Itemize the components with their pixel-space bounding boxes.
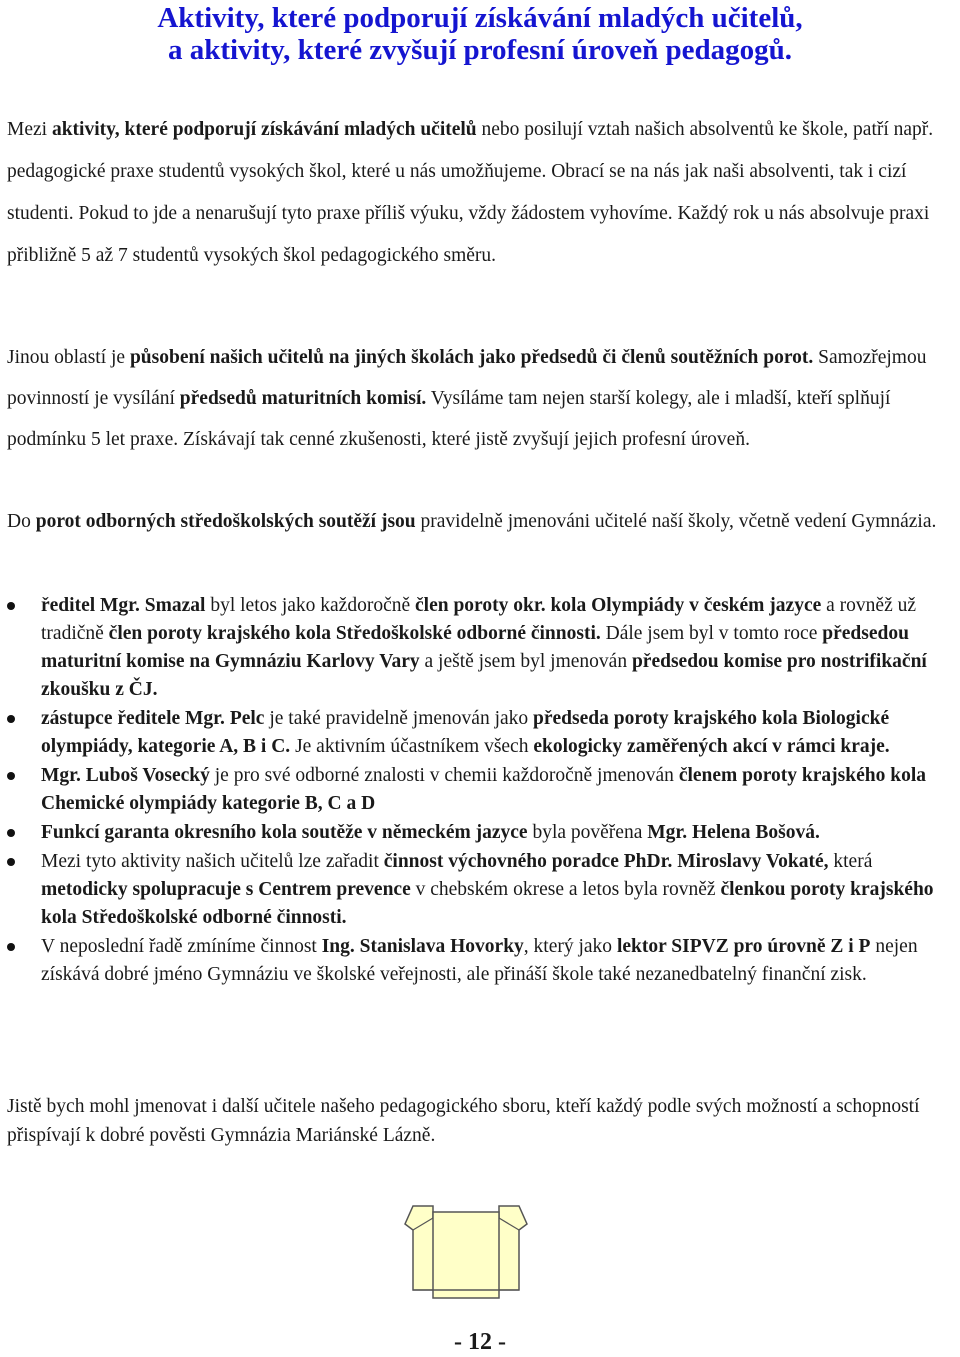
text-run: byl letos jako každoročně — [205, 595, 416, 616]
bullet-icon — [7, 715, 15, 723]
text-run-bold: předsedou komise pro nostrifikační zkoušku z ČJ. — [41, 651, 927, 700]
text-run: která — [828, 851, 873, 872]
bullet-icon — [7, 772, 15, 780]
bullet-icon — [7, 829, 15, 837]
text-run-bold: Ing. Stanislava Hovorky — [321, 936, 524, 957]
text-run: Mezi tyto aktivity našich učitelů lze zařadit — [41, 851, 384, 872]
text-run: a rovněž už tradičně — [41, 595, 917, 644]
text-run: a ještě jsem byl jmenován — [419, 651, 632, 672]
text-run: pravidelně jmenováni učitelé naší školy, včetně vedení Gymnázia. — [415, 511, 937, 532]
text-run-bold: členkou poroty krajského kola Středoškolské odborné činnosti. — [41, 879, 934, 928]
teacher-activities-list — [0, 592, 940, 990]
text-run-bold: členem poroty krajského kola Chemické olympiády kategorie B, C a D — [41, 765, 926, 814]
list-item — [0, 848, 940, 932]
text-run-bold: Mgr. — [41, 765, 81, 786]
text-run: Samozřejmou povinností je vysílání — [7, 347, 927, 409]
text-run-bold: předseda poroty krajského kola Biologické olympiády, kategorie A, B i C. — [41, 708, 890, 757]
text-run: Jinou oblastí je — [7, 347, 130, 368]
text-run: , který jako — [523, 936, 617, 957]
text-run-bold: předsedů maturitních komisí. — [179, 388, 427, 409]
text-run-bold: Pelc — [229, 708, 265, 729]
text-run: nebo posilují vztah našich absolventů ke škole, patří např. pedagogické praxe studentů vysokých škol, které u nás umožňujeme. Obrací se na nás jak naši absolventi, tak i cizí studenti. Pokud to jde a nenarušují tyto praxe příliš výuku, vždy žádostem vyhovíme. Každý rok u nás absolvuje praxi přibližně 5 až 7 studentů vysokých škol pedagogického směru. — [7, 119, 934, 266]
text-run: Je aktivním účastníkem všech — [290, 736, 534, 757]
paragraph-closing: Jistě bych mohl jmenovat i další učitele našeho pedagogického sboru, kteří každý podle svých možností a schopností přispívají k dobré pověsti Gymnázia Mariánské Lázně. — [7, 1096, 920, 1146]
text-run: nejen získává dobré jméno Gymnáziu ve školské veřejnosti, ale přináší škole také nezanedbatelný finanční zisk. — [41, 936, 918, 985]
text-run: V neposlední řadě zmíníme činnost — [41, 936, 322, 957]
text-run-bold: aktivity, které podporují získávání mladých učitelů — [51, 119, 477, 140]
text-run-bold: ekologicky zaměřených akcí v rámci kraje. — [533, 736, 890, 757]
text-run: Do — [7, 511, 36, 532]
text-run-bold: porot odborných středoškolských soutěží jsou — [35, 511, 416, 532]
text-run-bold: Mgr. Helena Bošová. — [647, 822, 820, 843]
scroll-icon — [403, 1198, 529, 1302]
text-run-bold: Luboš Vosecký — [85, 765, 210, 786]
text-run: v chebském okrese a letos byla rovněž — [410, 879, 721, 900]
list-item — [0, 819, 940, 847]
scroll-panel — [433, 1212, 499, 1290]
paragraph-pedagogical-practice — [7, 109, 952, 277]
paragraph-juries — [7, 337, 952, 460]
text-run-bold: činnost výchovného poradce PhDr. Miroslavy Vokaté, — [383, 851, 829, 872]
text-run-bold: ředitel Mgr. Smazal — [41, 595, 206, 616]
text-run-bold: zástupce ředitele Mgr. — [41, 708, 225, 729]
bullet-icon — [7, 943, 15, 951]
list-item — [0, 592, 940, 704]
text-run: Vysíláme tam nejen starší kolegy, ale i mladší, kteří splňují podmínku 5 let praxe. Získávají tak cenné zkušenosti, které jistě zvyšují jejich profesní úroveň. — [7, 388, 891, 450]
text-run-bold: metodicky spolupracuje s Centrem prevence — [41, 879, 411, 900]
text-run: je pro své odborné znalosti v chemii každoročně jmenován — [209, 765, 679, 786]
text-run-bold: kola Olympiády v českém jazyce — [550, 595, 822, 616]
page-number: - 12 - — [454, 1329, 506, 1355]
list-item — [0, 705, 940, 761]
text-run-bold: lektor SIPVZ pro úrovně Z i P — [616, 936, 871, 957]
text-run: je také pravidelně jmenován jako — [264, 708, 534, 729]
bullet-icon — [7, 602, 15, 610]
text-run-bold: člen poroty okr. — [415, 595, 546, 616]
list-item — [0, 933, 940, 989]
text-run: Dále jsem byl v tomto roce — [600, 623, 823, 644]
text-run-bold: předsedou maturitní komise na Gymnáziu Karlovy Vary — [41, 623, 909, 672]
title-line-1: Aktivity, které podporují získávání mladých učitelů, — [157, 2, 803, 34]
page-title — [0, 2, 960, 66]
text-run-bold: Funkcí garanta okresního kola soutěže v německém jazyce — [41, 822, 528, 843]
list-item — [0, 762, 940, 818]
paragraph-competition-juries — [7, 501, 952, 542]
text-run-bold: působení našich učitelů na jiných školách jako předsedů či členů soutěžních porot. — [129, 347, 814, 368]
text-run-bold: člen poroty krajského kola Středoškolské odborné činnosti. — [108, 623, 601, 644]
text-run: byla pověřena — [527, 822, 648, 843]
bullet-icon — [7, 858, 15, 866]
title-line-2: a aktivity, které zvyšují profesní úroveň pedagogů. — [167, 34, 793, 66]
text-run: Mezi — [7, 119, 52, 140]
